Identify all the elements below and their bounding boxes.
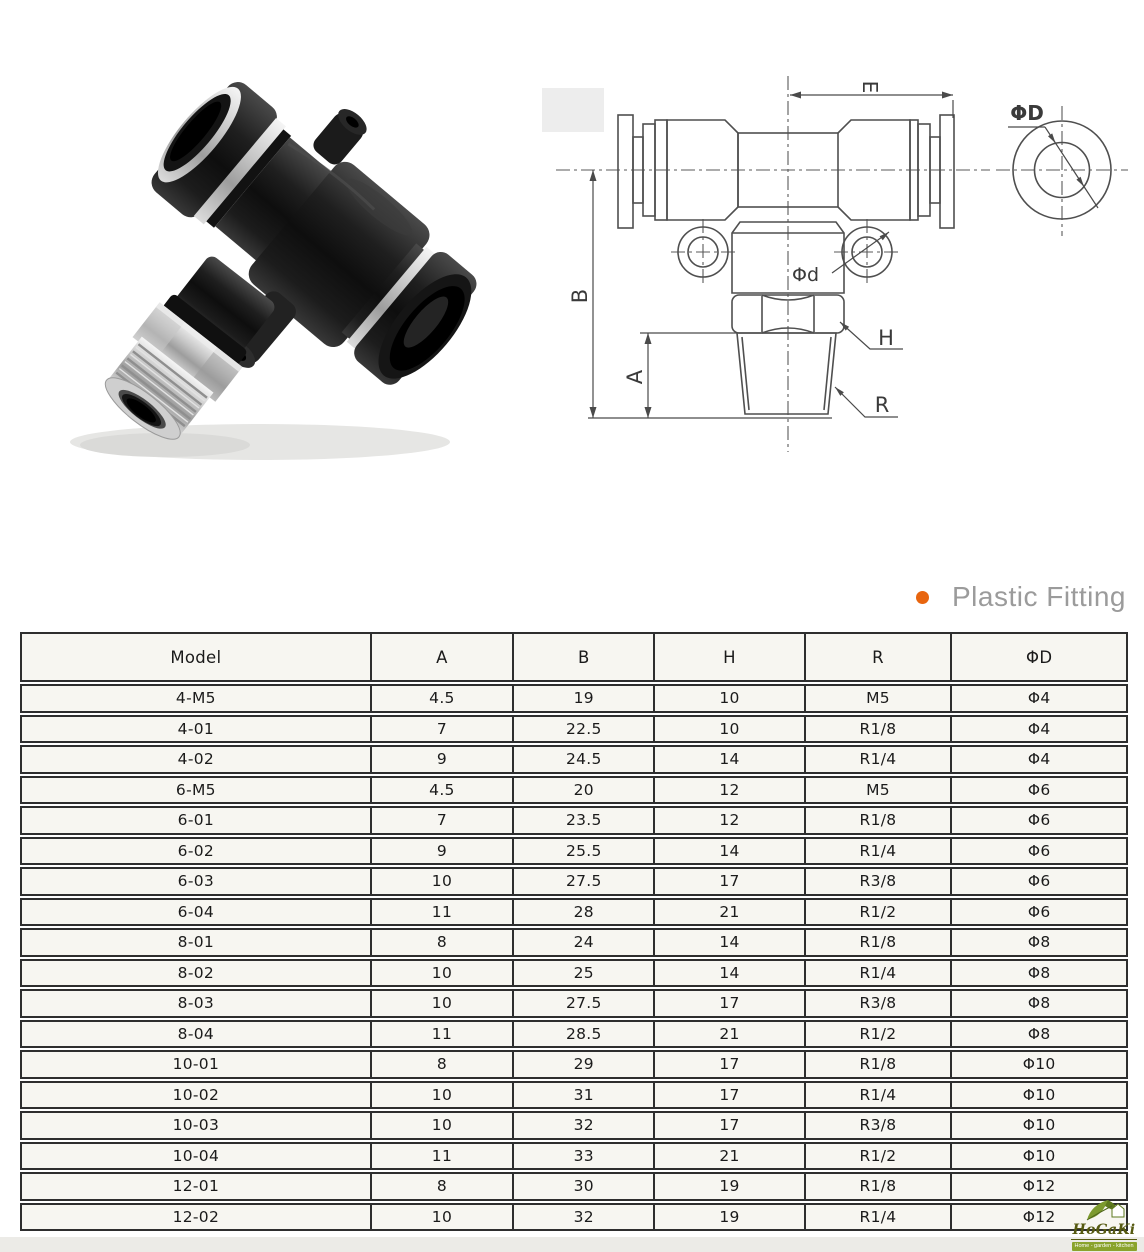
- table-row: [20, 806, 1128, 835]
- column-header: B: [512, 634, 653, 680]
- cell-r: R1/8: [804, 1052, 951, 1077]
- cell-model: 6-04: [177, 902, 215, 921]
- table-row: [20, 1020, 1128, 1049]
- column-header: R: [804, 634, 951, 680]
- logo-name: HoGaKi: [1072, 1221, 1136, 1238]
- cell-a: 10: [370, 869, 512, 894]
- table-header-row: [20, 632, 1128, 682]
- cell-h: 19: [653, 1205, 803, 1230]
- cell-h: 17: [653, 991, 803, 1016]
- cell-model: 6-01: [177, 811, 215, 830]
- cell-phi-d: Φ6: [950, 839, 1126, 864]
- cell-h: 21: [653, 900, 803, 925]
- label-h: H: [878, 326, 894, 350]
- cell-b: 24: [512, 930, 653, 955]
- cell-a: 4.5: [370, 686, 512, 711]
- cell-a: 10: [370, 1113, 512, 1138]
- cell-a: 9: [370, 747, 512, 772]
- cell-model: 4-M5: [175, 689, 216, 708]
- cell-a: 10: [370, 1083, 512, 1108]
- cell-b: 19: [512, 686, 653, 711]
- table-row: [20, 1142, 1128, 1171]
- cell-phi-d: Φ4: [950, 747, 1126, 772]
- cell-h: 21: [653, 1022, 803, 1047]
- cell-model: 4-02: [177, 750, 215, 769]
- cell-a: 7: [370, 717, 512, 742]
- cell-model: 10-03: [172, 1116, 220, 1135]
- cell-b: 31: [512, 1083, 653, 1108]
- cell-b: 32: [512, 1113, 653, 1138]
- cell-phi-d: Φ10: [950, 1083, 1126, 1108]
- center-lines: [556, 76, 1128, 452]
- brand-logo: [1066, 1197, 1142, 1251]
- cell-h: 17: [653, 1052, 803, 1077]
- diagram-svg: [540, 60, 1144, 460]
- cell-r: R1/4: [804, 961, 951, 986]
- watermark-box: [542, 88, 604, 132]
- label-b: B: [568, 288, 592, 304]
- table-row: [20, 715, 1128, 744]
- cell-a: 10: [370, 1205, 512, 1230]
- bullet-icon: [916, 591, 929, 604]
- cell-phi-d: Φ10: [950, 1052, 1126, 1077]
- cell-phi-d: Φ6: [950, 900, 1126, 925]
- cell-a: 11: [370, 1144, 512, 1169]
- cell-r: R1/4: [804, 1083, 951, 1108]
- cell-b: 23.5: [512, 808, 653, 833]
- table-row: [20, 745, 1128, 774]
- cell-phi-d: Φ8: [950, 1022, 1126, 1047]
- cell-phi-d: Φ6: [950, 778, 1126, 803]
- cell-model: 6-M5: [175, 780, 216, 799]
- cell-a: 11: [370, 900, 512, 925]
- cell-a: 10: [370, 991, 512, 1016]
- cell-h: 17: [653, 1083, 803, 1108]
- cell-model: 8-02: [177, 963, 215, 982]
- cell-r: R3/8: [804, 991, 951, 1016]
- table-row: [20, 989, 1128, 1018]
- product-photo: [25, 52, 520, 464]
- cell-r: M5: [804, 778, 951, 803]
- label-a: A: [623, 369, 647, 385]
- table-row: [20, 959, 1128, 988]
- table-row: [20, 1111, 1128, 1140]
- cell-r: M5: [804, 686, 951, 711]
- section-heading-text: Plastic Fitting: [952, 581, 1126, 612]
- column-header: H: [653, 634, 803, 680]
- table-row: [20, 1203, 1128, 1232]
- cell-r: R3/8: [804, 869, 951, 894]
- cell-h: 17: [653, 1113, 803, 1138]
- table-row: [20, 898, 1128, 927]
- cell-b: 20: [512, 778, 653, 803]
- cell-model: 4-01: [177, 719, 215, 738]
- leaf-icon: [1082, 1197, 1126, 1223]
- table-row: [20, 1081, 1128, 1110]
- cell-r: R1/8: [804, 808, 951, 833]
- cell-a: 8: [370, 1174, 512, 1199]
- cell-phi-d: Φ10: [950, 1144, 1126, 1169]
- cell-b: 25: [512, 961, 653, 986]
- column-header: Model: [170, 647, 222, 667]
- cell-h: 10: [653, 686, 803, 711]
- dimension-arrows: [590, 92, 1085, 419]
- cell-model: 10-04: [172, 1146, 220, 1165]
- cell-h: 14: [653, 839, 803, 864]
- cell-h: 19: [653, 1174, 803, 1199]
- spec-table: [20, 632, 1128, 1231]
- cell-phi-d: Φ4: [950, 686, 1126, 711]
- cell-phi-d: Φ4: [950, 717, 1126, 742]
- cell-phi-d: Φ8: [950, 930, 1126, 955]
- cell-h: 14: [653, 961, 803, 986]
- cell-a: 8: [370, 1052, 512, 1077]
- cell-b: 28: [512, 900, 653, 925]
- label-phi-d-big: ΦD: [1010, 101, 1044, 125]
- cell-r: R1/4: [804, 747, 951, 772]
- table-row: [20, 1172, 1128, 1201]
- tee-fitting-photo-illustration: [25, 52, 520, 464]
- table-row: [20, 684, 1128, 713]
- cell-b: 33: [512, 1144, 653, 1169]
- technical-diagram: [540, 60, 1144, 460]
- logo-tagline: Home - garden - kitchen: [1072, 1242, 1137, 1252]
- table-body: [20, 684, 1128, 1231]
- cell-phi-d: Φ12: [950, 1174, 1126, 1199]
- cell-r: R1/8: [804, 1174, 951, 1199]
- cell-model: 6-02: [177, 841, 215, 860]
- cell-a: 8: [370, 930, 512, 955]
- cell-b: 24.5: [512, 747, 653, 772]
- column-header: ΦD: [950, 634, 1126, 680]
- cell-b: 29: [512, 1052, 653, 1077]
- cell-b: 32: [512, 1205, 653, 1230]
- table-row: [20, 776, 1128, 805]
- cell-h: 10: [653, 717, 803, 742]
- cell-h: 14: [653, 930, 803, 955]
- cell-r: R1/8: [804, 717, 951, 742]
- cell-r: R3/8: [804, 1113, 951, 1138]
- top-vent: [310, 104, 371, 168]
- label-e: E: [858, 80, 882, 94]
- cell-model: 6-03: [177, 872, 215, 891]
- table-row: [20, 928, 1128, 957]
- cell-model: 10-02: [172, 1085, 220, 1104]
- cell-phi-d: Φ10: [950, 1113, 1126, 1138]
- cell-h: 14: [653, 747, 803, 772]
- cell-h: 21: [653, 1144, 803, 1169]
- cell-b: 27.5: [512, 991, 653, 1016]
- cell-a: 9: [370, 839, 512, 864]
- cell-model: 12-01: [172, 1177, 220, 1196]
- cell-h: 12: [653, 778, 803, 803]
- page-bottom-strip: [0, 1237, 1144, 1252]
- cell-a: 10: [370, 961, 512, 986]
- label-phi-d-small: Φd: [792, 264, 820, 286]
- table-row: [20, 837, 1128, 866]
- cell-model: 8-04: [177, 1024, 215, 1043]
- thread-outline: [737, 333, 836, 414]
- cell-r: R1/2: [804, 1144, 951, 1169]
- cell-phi-d: Φ6: [950, 869, 1126, 894]
- table-row: [20, 1050, 1128, 1079]
- cell-b: 28.5: [512, 1022, 653, 1047]
- cell-r: R1/8: [804, 930, 951, 955]
- front-view: [618, 115, 954, 414]
- cell-a: 11: [370, 1022, 512, 1047]
- cell-r: R1/2: [804, 900, 951, 925]
- cell-b: 22.5: [512, 717, 653, 742]
- cell-a: 7: [370, 808, 512, 833]
- table-row: [20, 867, 1128, 896]
- cell-r: R1/2: [804, 1022, 951, 1047]
- cell-phi-d: Φ8: [950, 991, 1126, 1016]
- cell-b: 25.5: [512, 839, 653, 864]
- cell-model: 8-01: [177, 933, 215, 952]
- cell-phi-d: Φ12: [950, 1205, 1126, 1230]
- cell-h: 17: [653, 869, 803, 894]
- label-r: R: [874, 393, 890, 417]
- cell-a: 4.5: [370, 778, 512, 803]
- section-heading: [916, 581, 1126, 613]
- cell-r: R1/4: [804, 839, 951, 864]
- cell-phi-d: Φ6: [950, 808, 1126, 833]
- cell-b: 27.5: [512, 869, 653, 894]
- cell-model: 12-02: [172, 1207, 220, 1226]
- cell-h: 12: [653, 808, 803, 833]
- cell-model: 10-01: [172, 1055, 220, 1074]
- cell-model: 8-03: [177, 994, 215, 1013]
- cell-r: R1/4: [804, 1205, 951, 1230]
- cell-phi-d: Φ8: [950, 961, 1126, 986]
- cell-b: 30: [512, 1174, 653, 1199]
- column-header: A: [370, 634, 512, 680]
